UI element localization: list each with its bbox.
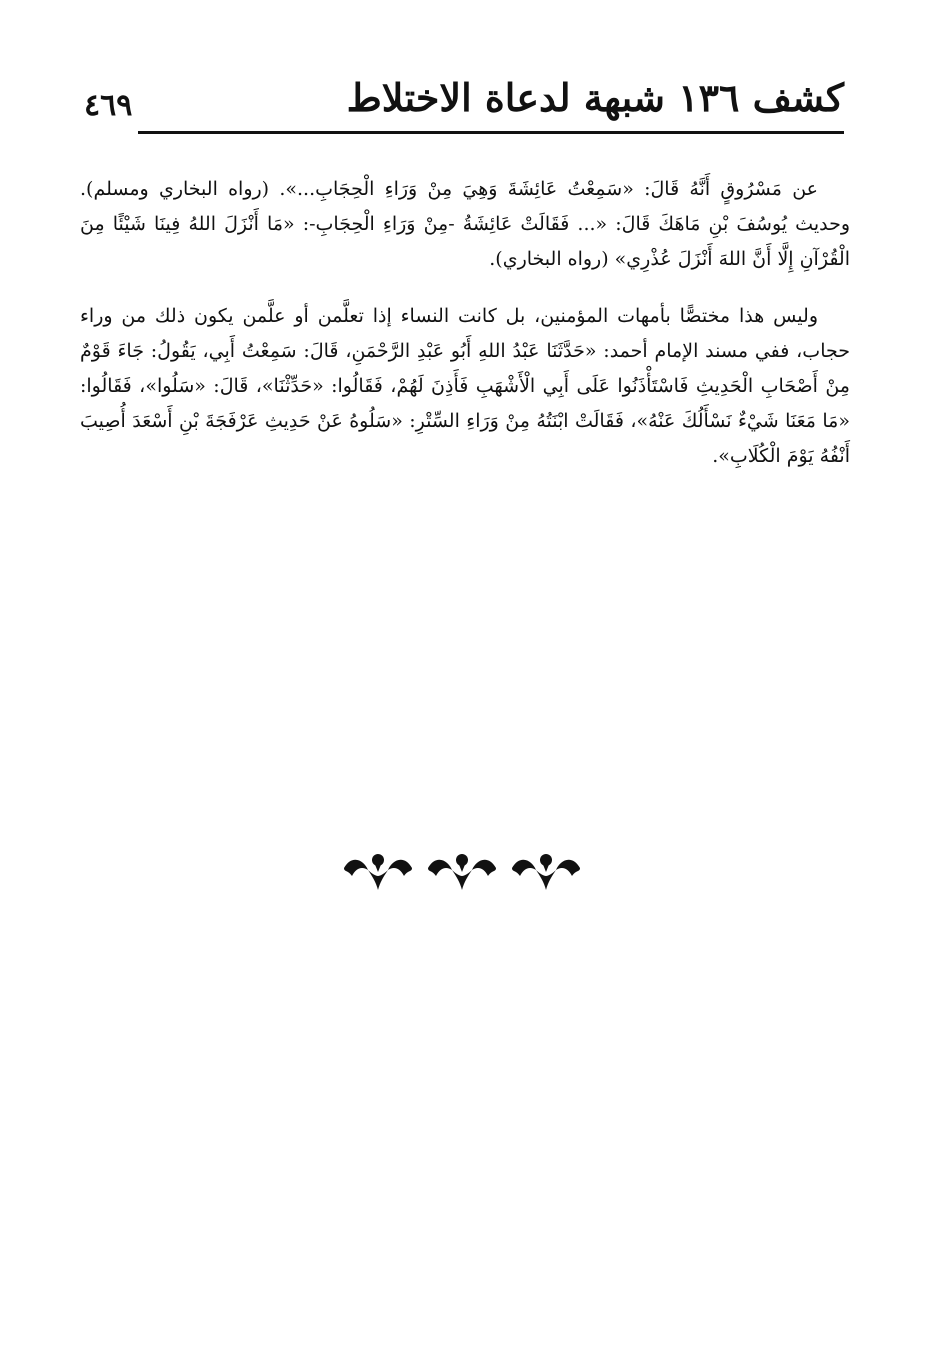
- main-text: [80, 172, 850, 496]
- page-number: ٤٦٩: [84, 88, 133, 123]
- floral-ornament-icon: [338, 846, 588, 896]
- paragraph-1: عن مَسْرُوقٍ أَنَّهُ قَالَ: «سَمِعْتُ عَائِشَةَ وَهِيَ مِنْ وَرَاءِ الْحِجَابِ...». (رواه البخاري ومسلم). وحديث يُوسُفَ بْنِ مَاهَكَ قَالَ: «... فَقَالَتْ عَائِشَةُ -مِنْ وَرَاءِ الْحِجَابِ-: «مَا أَنْزَلَ اللهُ فِينَا شَيْئًا مِنَ الْقُرْآنِ إِلَّا أَنَّ اللهَ أَنْزَلَ عُذْرِي» (رواه البخاري).: [80, 178, 850, 270]
- page-header: [84, 68, 844, 146]
- running-title: كشف ١٣٦ شبهة لدعاة الاختلاط: [346, 75, 844, 120]
- paragraph-2: وليس هذا مختصًّا بأمهات المؤمنين، بل كانت النساء إذا تعلَّمن أو علَّمن يكون ذلك من وراء حجاب، ففي مسند الإمام أحمد: «حَدَّثَنَا عَبْدُ اللهِ أَبُو عَبْدِ الرَّحْمَنِ، قَالَ: سَمِعْتُ أَبِي، يَقُولُ: جَاءَ قَوْمٌ مِنْ أَصْحَابِ الْحَدِيثِ فَاسْتَأْذَنُوا عَلَى أَبِي الْأَشْهَبِ فَأَذِنَ لَهُمْ، فَقَالُوا: «حَدِّثْنَا»، قَالَ: «سَلُوا»، فَقَالُوا: «مَا مَعَنَا شَيْءٌ نَسْأَلُكَ عَنْهُ»، فَقَالَتْ ابْنَتُهُ مِنْ وَرَاءِ السِّتْرِ: «سَلُوهُ عَنْ حَدِيثِ عَرْفَجَةَ بْنِ أَسْعَدَ أُصِيبَ أَنْفُهُ يَوْمَ الْكُلَابِ».: [80, 305, 850, 467]
- header-rule: [138, 131, 844, 134]
